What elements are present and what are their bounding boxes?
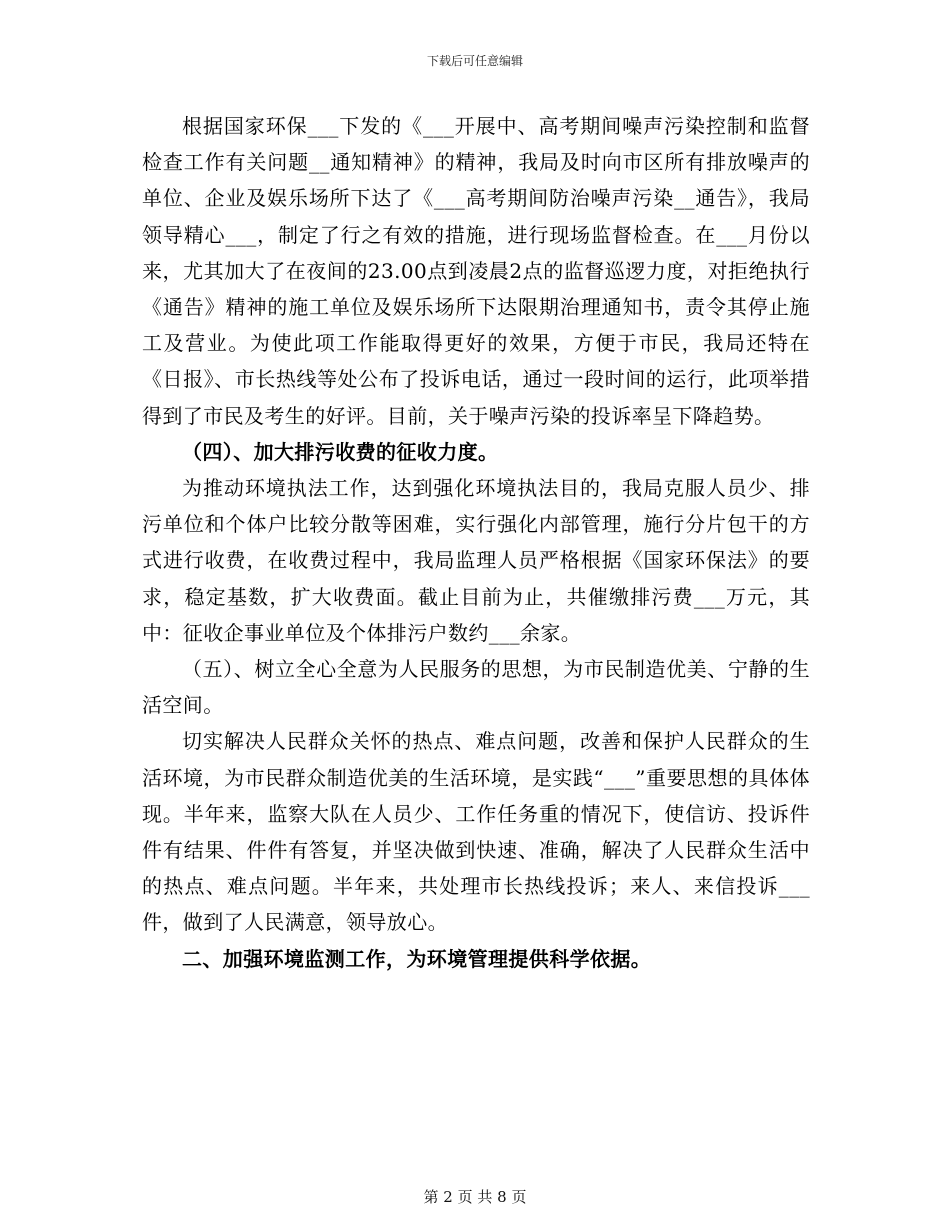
page-footer: 第 2 页 共 8 页 <box>423 1188 527 1206</box>
paragraph-pollution-fees: 为推动环境执法工作，达到强化环境执法目的，我局克服人员少、排污单位和个体户比较分散等困难，实行强化内部管理，施行分片包干的方式进行收费，在收费过程中，我局监理人员严格根据《国家环保法》的要求，稳定基数，扩大收费面。截止目前为止，共催缴排污费___万元，其中：征收企事业单位及个体排污户数约___余家。 <box>142 476 810 645</box>
document-body <box>142 108 810 977</box>
paragraph-serve-people: 切实解决人民群众关怀的热点、难点问题，改善和保护人民群众的生活环境，为市民群众制造优美的生活环境，是实践“___”重要思想的具体体现。半年来，监察大队在人员少、工作任务重的情况下，使信访、投诉件件有结果、件件有答复，并坚决做到快速、准确，解决了人民群众生活中的热点、难点问题。半年来，共处理市长热线投诉；来人、来信投诉___件，做到了人民满意，领导放心。 <box>142 729 810 935</box>
paragraph-noise-control: 根据国家环保___下发的《___开展中、高考期间噪声污染控制和监督检查工作有关问题__通知精神》的精神，我局及时向市区所有排放噪声的单位、企业及娱乐场所下达了《___高考期间防治噪声污染__通告》，我局领导精心___，制定了行之有效的措施，进行现场监督检查。在___月份以来，尤其加大了在夜间的23.00点到凌晨2点的监督巡逻力度，对拒绝执行《通告》精神的施工单位及娱乐场所下达限期治理通知书，责令其停止施工及营业。为使此项工作能取得更好的效果，方便于市民，我局还特在《日报》、市长热线等处公布了投诉电话，通过一段时间的运行，此项举措得到了市民及考生的好评。目前，关于噪声污染的投诉率呈下降趋势。 <box>142 114 810 428</box>
section-heading-monitoring: 二、加强环境监测工作，为环境管理提供科学依据。 <box>182 946 652 971</box>
section-heading-pollution-fees: （四）、加大排污收费的征收力度。 <box>182 439 499 464</box>
page-header: 下载后可任意编辑 <box>426 54 523 68</box>
section-heading-serve-people: （五）、树立全心全意为人民服务的思想，为市民制造优美、宁静的生活空间。 <box>142 657 810 718</box>
